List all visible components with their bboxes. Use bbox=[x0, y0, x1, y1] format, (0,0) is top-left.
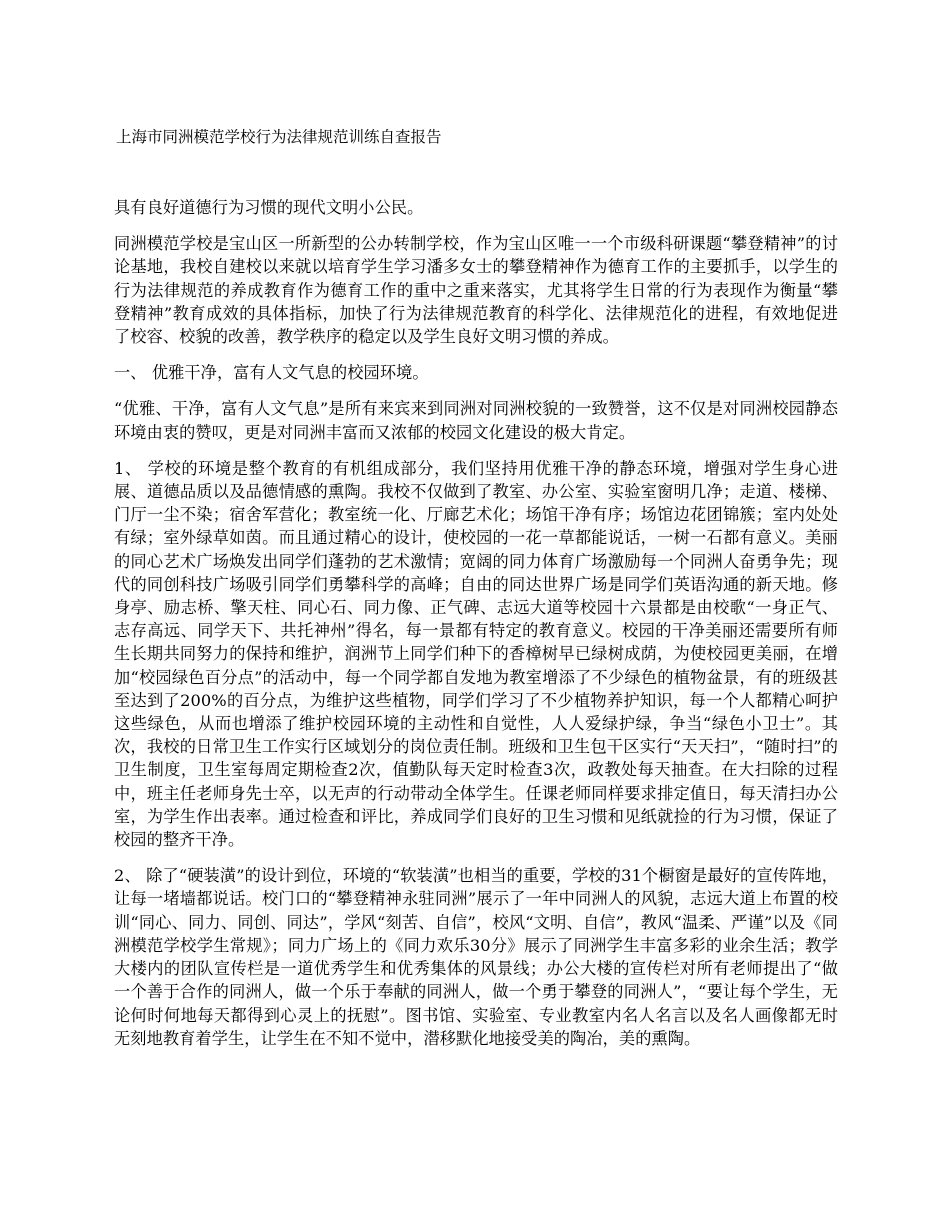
paragraph-intro: 具有良好道德行为习惯的现代文明小公民。 bbox=[114, 198, 424, 217]
section-heading-1: 一、 优雅干净，富有人文气息的校园环境。 bbox=[114, 363, 429, 383]
paragraph-school-overview: 同洲模范学校是宝山区一所新型的公办转制学校，作为宝山区唯一一个市级科研课题“攀登精神”的讨论基地，我校自建校以来就以培育学生学习潘多女士的攀登精神作为德育工作的主要抓手，以学生的行为法律规范的养成教育作为德育工作的重中之重来落实，尤其将学生日常的行为表现作为衡量“攀登精神”教育成效的具体指标，加快了行为法律规范教育的科学化、法律规范化的进程，有效地促进了校容、校貌的改善，教学秩序的稳定以及学生良好文明习惯的养成。 bbox=[114, 234, 838, 347]
document-body bbox=[114, 196, 838, 1063]
paragraph-item-1: 1、 学校的环境是整个教育的有机组成部分，我们坚持用优雅干净的静态环境，增强对学生身心进展、道德品质以及品德情感的熏陶。我校不仅做到了教室、办公室、实验室窗明几净；走道、楼梯、门厅一尘不染；宿舍军营化；教室统一化、厅廊艺术化；场馆干净有序；场馆边花团锦簇；室内处处有绿；室外绿草如茵。而且通过精心的设计，使校园的一花一草都能说话，一树一石都有意义。美丽的同心艺术广场焕发出同学们蓬勃的艺术激情；宽阔的同力体育广场激励每一个同洲人奋勇争先；现代的同创科技广场吸引同学们勇攀科学的高峰；自由的同达世界广场是同学们英语沟通的新天地。修身亭、励志桥、擎天柱、同心石、同力像、正气碑、志远大道等校园十六景都是由校歌“一身正气、志存高远、同学天下、共托神州”得名，每一景都有特定的教育意义。校园的干净美丽还需要所有师生长期共同努力的保持和维护，润洲节上同学们种下的香樟树早已绿树成荫，为使校园更美丽，在增加“校园绿色百分点”的活动中，每一个同学都自发地为教室增添了不少绿色的植物盆景，有的班级甚至达到了200%的百分点，为维护这些植物，同学们学习了不少植物养护知识，每一个人都精心呵护这些绿色，从而也增添了维护校园环境的主动性和自觉性，人人爱绿护绿，争当“绿色小卫士”。其次，我校的日常卫生工作实行区域划分的岗位责任制。班级和卫生包干区实行“天天扫”，“随时扫”的卫生制度，卫生室每周定期检查2次，值勤队每天定时检查3次，政教处每天抽查。在大扫除的过程中，班主任老师身先士卒，以无声的行动带动全体学生。任课老师同样要求排定值日，每天清扫办公室，为学生作出表率。通过检查和评比，养成同学们良好的卫生习惯和见纸就捡的行为习惯，保证了校园的整齐干净。 bbox=[114, 458, 838, 850]
paragraph-item-2: 2、 除了“硬装潢”的设计到位，环境的“软装潢”也相当的重要，学校的31个橱窗是最好的宣传阵地，让每一堵墙都说话。校门口的“攀登精神永驻同洲”展示了一年中同洲人的风貌，志远大道上布置的校训“同心、同力、同创、同达”，学风“刻苦、自信”，校风“文明、自信”，教风“温柔、严谨”以及《同洲模范学校学生常规》；同力广场上的《同力欢乐30分》展示了同洲学生丰富多彩的业余生活；教学大楼内的团队宣传栏是一道优秀学生和优秀集体的风景线；办公大楼的宣传栏对所有老师提出了“做一个善于合作的同洲人，做一个乐于奉献的同洲人，做一个勇于攀登的同洲人”，“要让每个学生，无论何时何地每天都得到心灵上的抚慰”。图书馆、实验室、专业教室内名人名言以及名人画像都无时无刻地教育着学生，让学生在不知不觉中，潜移默化地接受美的陶冶，美的熏陶。 bbox=[114, 866, 838, 1048]
paragraph-praise: “优雅、干净，富有人文气息”是所有来宾来到同洲对同洲校貌的一致赞誉，这不仅是对同洲校园静态环境由衷的赞叹，更是对同洲丰富而又浓郁的校园文化建设的极大肯定。 bbox=[114, 399, 838, 442]
document-title: 上海市同洲模范学校行为法律规范训练自查报告 bbox=[116, 128, 442, 146]
